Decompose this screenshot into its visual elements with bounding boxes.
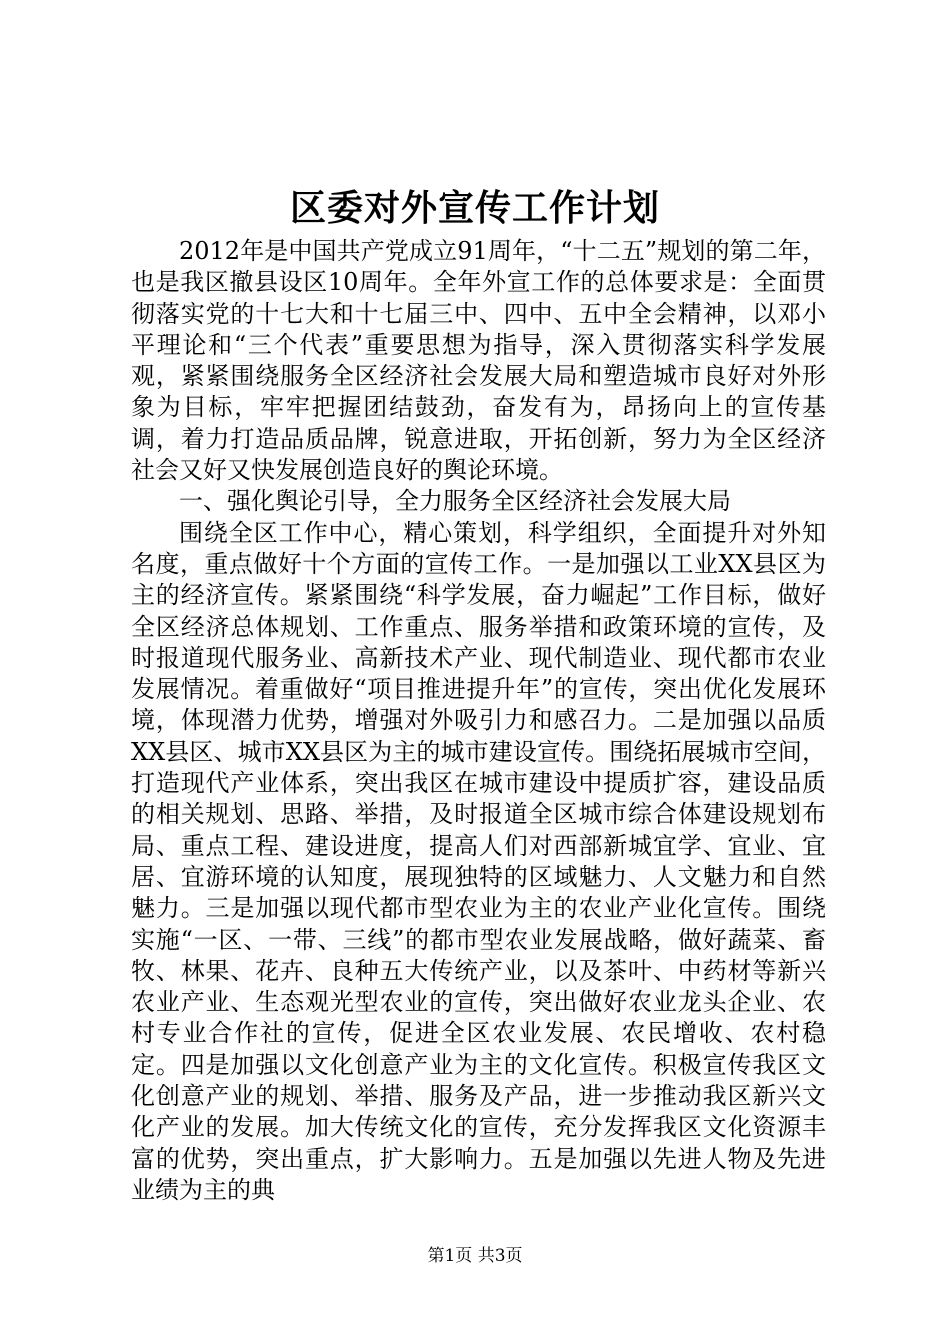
document-title: 区委对外宣传工作计划 xyxy=(289,187,660,229)
document-body xyxy=(131,236,826,1206)
page-footer: 第1页 共3页 xyxy=(427,1246,523,1266)
paragraph-intro: 2012年是中国共产党成立91周年，“十二五”规划的第二年，也是我区撤县设区10周年。全年外宣工作的总体要求是：全面贯彻落实党的十七大和十七届三中、四中、五中全会精神，以邓小平理论和“三个代表”重要思想为指导，深入贯彻落实科学发展观，紧紧围绕服务全区经济社会发展大局和塑造城市良好对外形象为目标，牢牢把握团结鼓劲，奋发有为，昂扬向上的宣传基调，着力打造品质品牌，锐意进取，开拓创新，努力为全区经济社会又好又快发展创造良好的舆论环境。 xyxy=(131,237,826,485)
paragraph-section-1: 围绕全区工作中心，精心策划，科学组织，全面提升对外知名度，重点做好十个方面的宣传工作。一是加强以工业XX县区为主的经济宣传。紧紧围绕“科学发展，奋力崛起”工作目标，做好全区经济总体规划、工作重点、服务举措和政策环境的宣传，及时报道现代服务业、高新技术产业、现代制造业、现代都市农业发展情况。着重做好“项目推进提升年”的宣传，突出优化发展环境，体现潜力优势，增强对外吸引力和感召力。二是加强以品质XX县区、城市XX县区为主的城市建设宣传。围绕拓展城市空间，打造现代产业体系，突出我区在城市建设中提质扩容，建设品质的相关规划、思路、举措，及时报道全区城市综合体建设规划布局、重点工程、建设进度，提高人们对西部新城宜学、宜业、宜居、宜游环境的认知度，展现独特的区域魅力、人文魅力和自然魅力。三是加强以现代都市型农业为主的农业产业化宣传。围绕实施“一区、一带、三线”的都市型农业发展战略，做好蔬菜、畜牧、林果、花卉、良种五大传统产业，以及茶叶、中药材等新兴农业产业、生态观光型农业的宣传，突出做好农业龙头企业、农村专业合作社的宣传，促进全区农业发展、农民增收、农村稳定。四是加强以文化创意产业为主的文化宣传。积极宣传我区文化创意产业的规划、举措、服务及产品，进一步推动我区新兴文化产业的发展。加大传统文化的宣传，充分发挥我区文化资源丰富的优势，突出重点，扩大影响力。五是加强以先进人物及先进业绩为主的典 xyxy=(131,518,826,1204)
section-heading-1: 一、强化舆论引导，全力服务全区经济社会发展大局 xyxy=(179,487,731,516)
